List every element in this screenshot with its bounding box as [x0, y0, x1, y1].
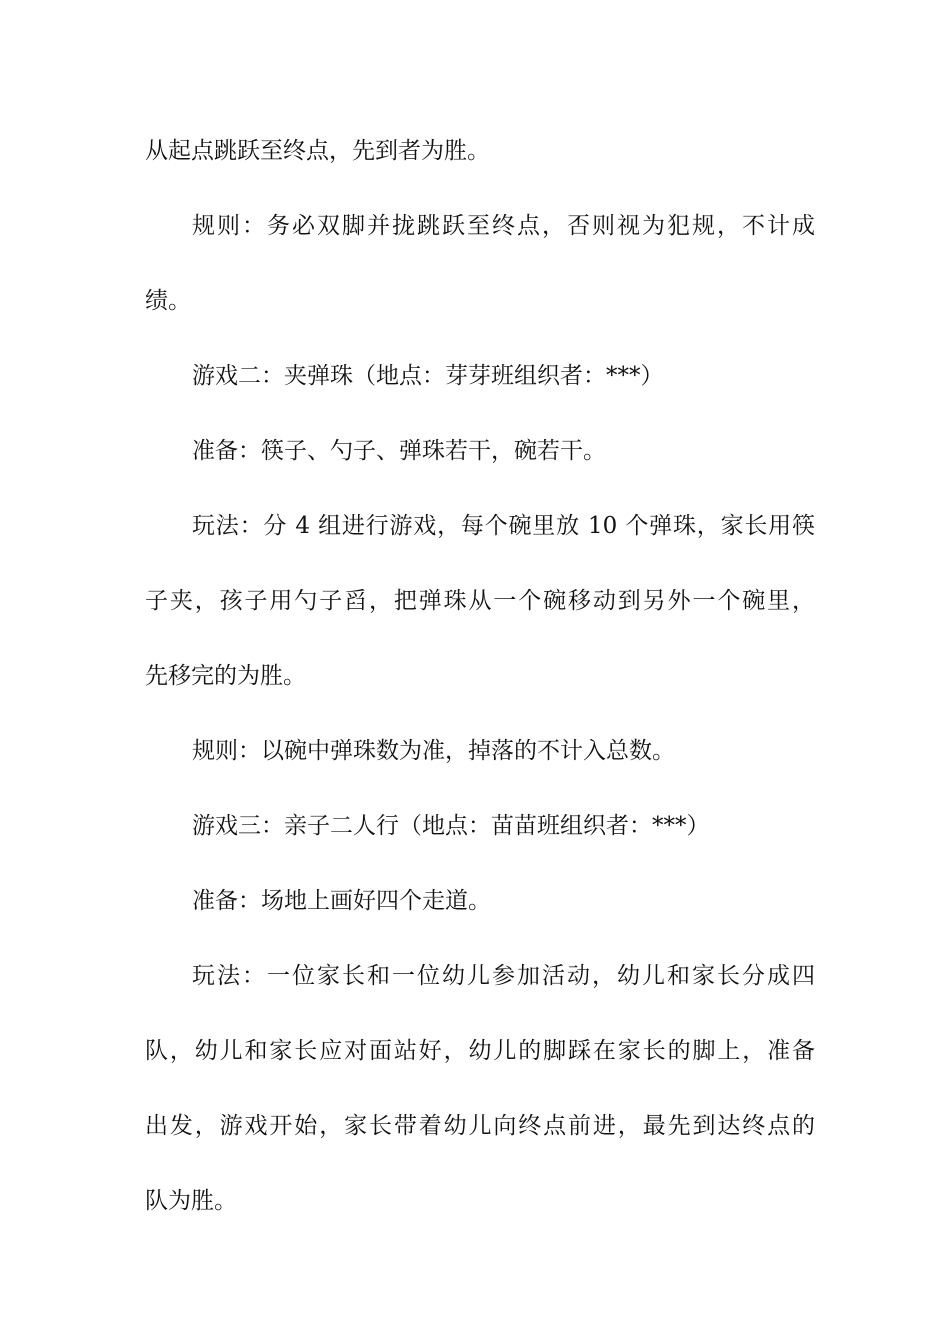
- text-line-14: 出发，游戏开始，家长带着幼儿向终点前进，最先到达终点的: [145, 1113, 815, 1139]
- text-line-6: 玩法：分 4 组进行游戏，每个碗里放 10 个弹珠，家长用筷: [192, 513, 815, 539]
- text-line-7: 子夹，孩子用勺子舀，把弹珠从一个碗移动到另外一个碗里，: [145, 588, 815, 614]
- text-line-8: 先移完的为胜。: [145, 663, 306, 689]
- text-line-11: 准备：场地上画好四个走道。: [192, 888, 491, 914]
- text-line-12: 玩法：一位家长和一位幼儿参加活动，幼儿和家长分成四: [192, 963, 815, 989]
- text-line-3: 绩。: [145, 288, 191, 314]
- text-line-5: 准备：筷子、勺子、弹珠若干，碗若干。: [192, 438, 606, 464]
- text-line-9: 规则：以碗中弹珠数为准，掉落的不计入总数。: [192, 738, 675, 764]
- section-heading-game-two: 游戏二：夹弹珠（地点：芽芽班组织者：***）: [192, 363, 664, 389]
- text-line-13: 队，幼儿和家长应对面站好，幼儿的脚踩在家长的脚上，准备: [145, 1038, 815, 1064]
- text-line-15: 队为胜。: [145, 1188, 237, 1214]
- text-line-2: 规则：务必双脚并拢跳跃至终点，否则视为犯规，不计成: [192, 213, 815, 239]
- section-heading-game-three: 游戏三：亲子二人行（地点：苗苗班组织者：***）: [192, 813, 710, 839]
- text-line-1: 从起点跳跃至终点，先到者为胜。: [145, 138, 490, 164]
